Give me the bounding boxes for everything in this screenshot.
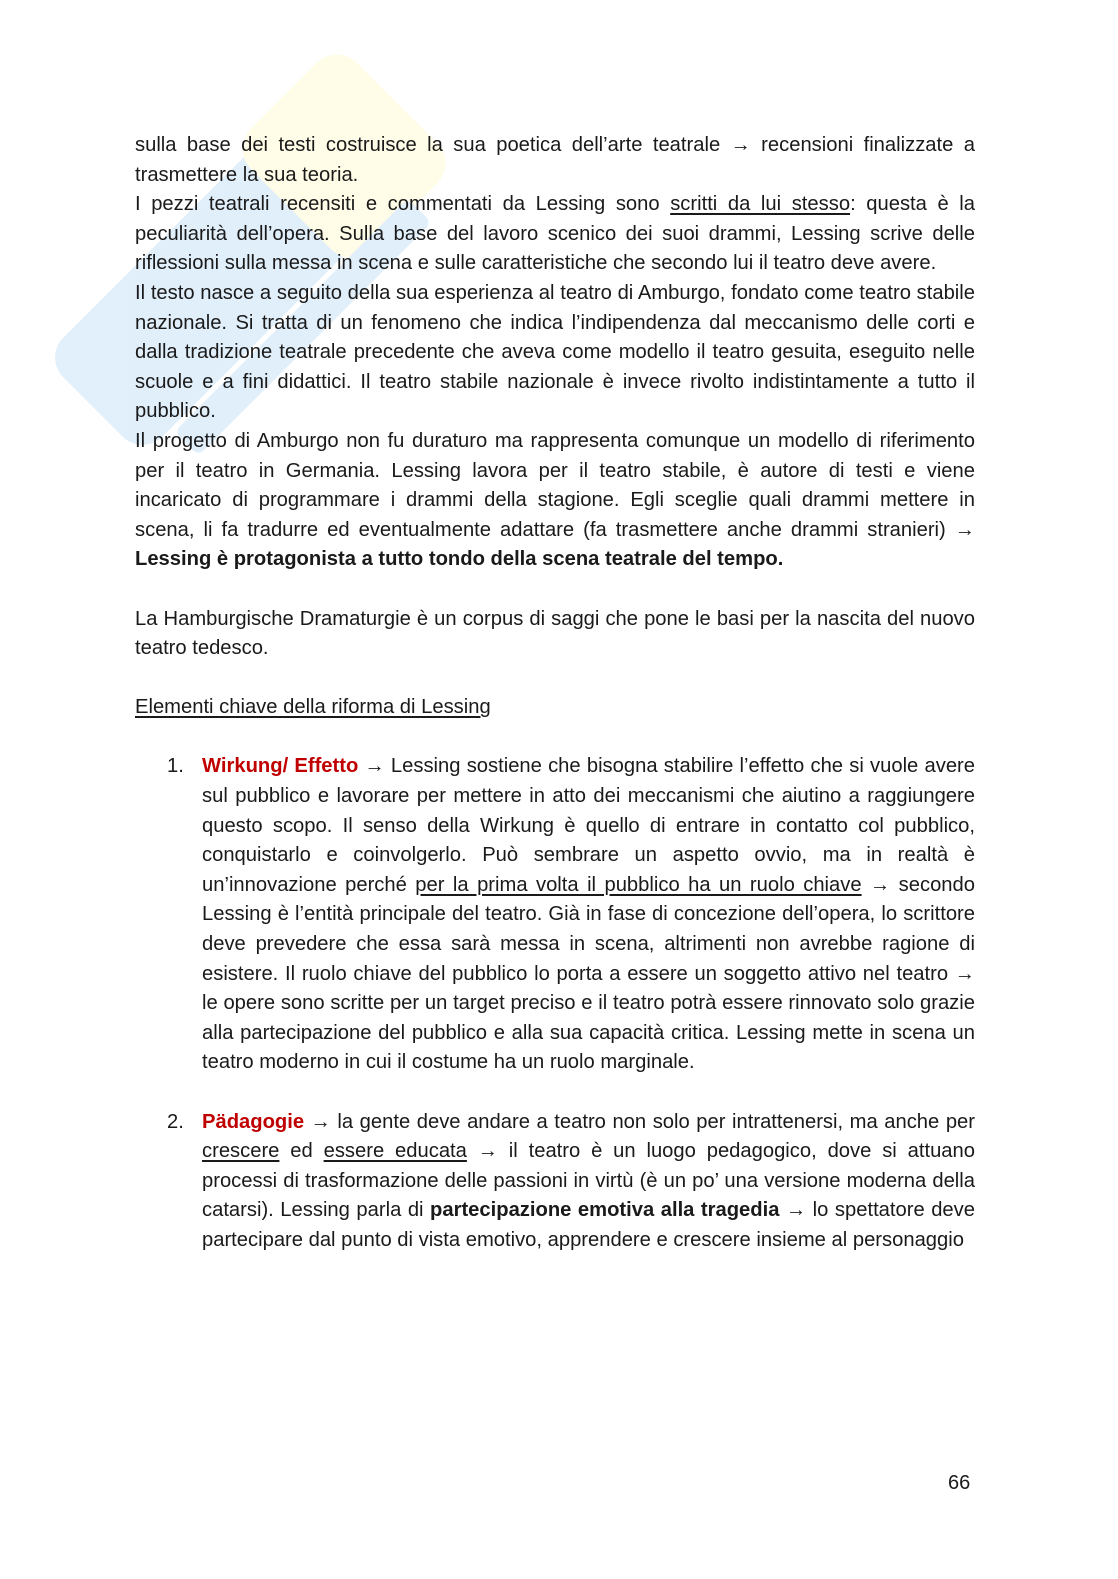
list-item-text: → la gente deve andare a teatro non solo per intrattenersi, ma anche per (304, 1110, 975, 1133)
paragraph-text: Il progetto di Amburgo non fu duraturo ma rappresenta comunque un modello di riferimento per il teatro in Germania. Lessing lavora per il teatro stabile, è autore di testi e viene incaricato di programmare i drammi della stagione. Egli sceglie quali drammi mettere in scena, li fa tradurre ed eventualmente adattare (fa trasmettere anche drammi stranieri) → (135, 429, 975, 541)
list-item-title: Wirkung/ Effetto (202, 755, 359, 778)
underlined-phrase: per la prima volta il pubblico ha un ruolo chiave (415, 873, 862, 896)
page-number: 66 (948, 1472, 971, 1494)
list-item-wirkung (135, 752, 975, 1078)
reform-list (135, 752, 975, 1255)
underlined-phrase: essere educata (323, 1140, 467, 1163)
list-item-title: Pädagogie (202, 1110, 305, 1133)
paragraph-dramaturgie: La Hamburgische Dramaturgie è un corpus di saggi che pone le basi per la nascita del nuovo teatro tedesco. (135, 607, 975, 660)
list-item-text: → lo spettatore deve partecipare dal punto di vista emotivo, apprendere e crescere insieme al personaggio (202, 1199, 975, 1251)
paragraph-poetics: sulla base dei testi costruisce la sua poetica dell’arte teatrale → recensioni finalizzate a trasmettere la sua teoria. (135, 134, 975, 186)
paragraph-hamburg-theatre: Il testo nasce a seguito della sua esperienza al teatro di Amburgo, fondato come teatro stabile nazionale. Si tratta di un fenomeno che indica l’indipendenza dal meccanismo delle corti e dalla tradizione teatrale precedente che aveva come modello il teatro gesuita, eseguito nelle scuole e a fini didattici. Il teatro stabile nazionale è invece rivolto indistintamente a tutto il pubblico. (135, 281, 975, 423)
section-heading (135, 693, 975, 723)
underlined-phrase: scritti da lui stesso (670, 193, 851, 216)
list-item-text: → secondo Lessing è l’entità principale del teatro. Già in fase di concezione dell’opera, lo scrittore deve prevedere che essa sarà messa in scena, altrimenti non avrebbe ragione di esistere. Il ruolo chiave del pubblico lo porta a essere un soggetto attivo nel teatro → le opere sono scritte per un target preciso e il teatro potrà essere rinnovato solo grazie alla partecipazione del pubblico e alla sua capacità critica. Lessing mette in scena un teatro moderno in cui il costume ha un ruolo marginale. (202, 873, 975, 1074)
underlined-phrase: crescere (202, 1140, 280, 1163)
paragraph-hamburg-project (135, 427, 975, 575)
page-content (135, 131, 975, 1256)
paragraph-own-works (135, 190, 975, 279)
list-item-text: → il teatro è un luogo pedagogico, dove si attuano processi di trasformazione delle passioni in virtù (è un po’ una versione moderna della catarsi). Lessing parla di (202, 1140, 975, 1222)
section-heading-text: Elementi chiave della riforma di Lessing (135, 696, 491, 719)
list-item-text: ed (279, 1140, 324, 1163)
list-item-text: → Lessing sostiene che bisogna stabilire l’effetto che si vuole avere sul pubblico e lavorare per mettere in atto dei meccanismi che aiutino a raggiungere questo scopo. Il senso della Wirkung è quello di entrare in contatto col pubblico, conquistarlo e coinvolgerlo. Può sembrare un aspetto ovvio, ma in realtà è un’innovazione perché (202, 755, 975, 896)
paragraph-text: I pezzi teatrali recensiti e commentati da Lessing sono (135, 193, 671, 216)
list-number: 2. (167, 1110, 184, 1133)
bold-phrase: partecipazione emotiva alla tragedia (430, 1199, 780, 1222)
paragraph-text: : questa è la peculiarità dell’opera. Sulla base del lavoro scenico dei suoi drammi, Lessing scrive delle riflessioni sulla messa in scena e sulle caratteristiche che secondo lui il teatro deve avere. (135, 193, 975, 275)
list-number: 1. (167, 755, 184, 778)
bold-phrase: Lessing è protagonista a tutto tondo della scena teatrale del tempo. (135, 548, 784, 571)
list-item-paedagogie (135, 1108, 975, 1256)
